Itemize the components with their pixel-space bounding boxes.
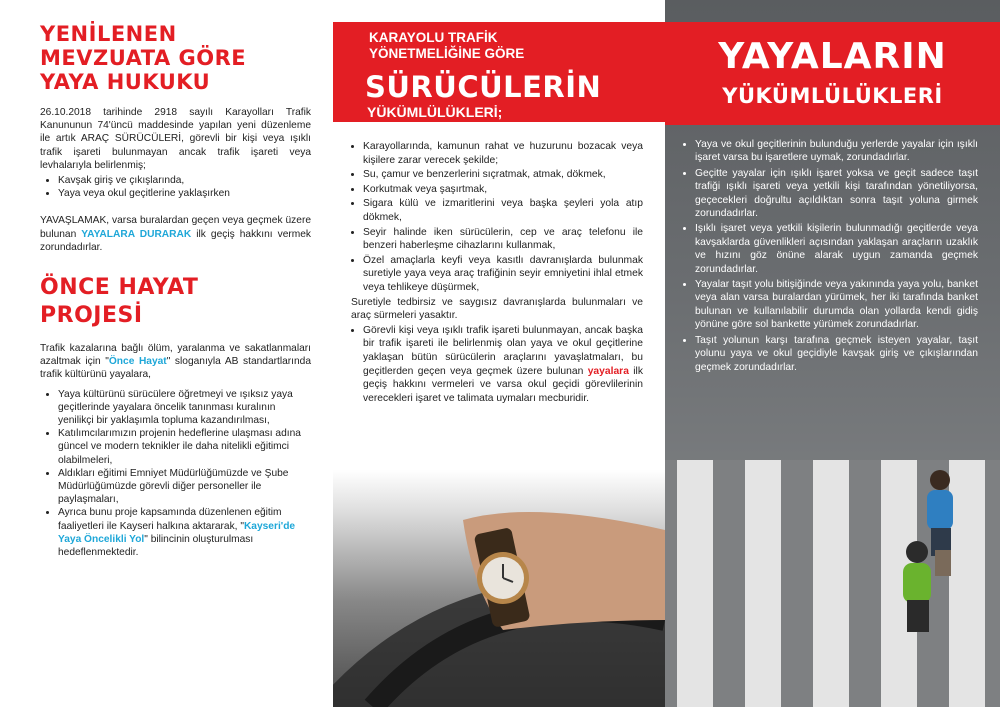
drivers-text [333, 140, 665, 406]
project-paragraph: Trafik kazalarına bağlı ölüm, yaralanma ve sakatlanmaları azaltmak için "Önce Hayat" sloganıyla AB standartlarında trafik kültürünü yayalara, [40, 343, 311, 381]
intro-paragraph: 26.10.2018 tarihinde 2918 sayılı Karayolları Trafik Kanununun 74'üncü maddesinde yapılan yeni düzenleme ile artık ARAÇ SÜRÜCÜLERİ, görevli bir kişi veya ışıklı trafik işareti bulunmayan ancak trafik işareti veya levhalarıyla belirlenmiş; [40, 107, 311, 171]
list-item: • Katılımcılarımızın projenin hedeflerine ulaşması adına güncel ve modern teknikler ile daha nitelikli eğitimci olabilmeleri, [58, 427, 311, 467]
drivers-banner [333, 22, 665, 122]
banner-title: YAYALARIN [718, 36, 947, 77]
steering-wheel-illustration [333, 470, 665, 707]
list-item: • Aldıkları eğitimi Emniyet Müdürlüğümüzde ve Şube Müdürlüğümüzde görevli diğer personeller ile paylaşmaları, [58, 467, 311, 507]
intersection-list [40, 174, 311, 200]
pedestrians-text [665, 138, 1000, 376]
crosswalk-photo [665, 460, 1000, 707]
heading-yaya-hukuku: YENİLENEN MEVZUATA GÖRE YAYA HUKUKU [40, 22, 247, 94]
banner-title-2: YÜKÜMLÜLÜKLERİ; [367, 104, 503, 120]
heading-once-hayat: ÖNCE HAYAT PROJESİ [40, 275, 199, 329]
prohibition-paragraph: Suretiyle tedbirsiz ve saygısız davranışlarda bulunmaları ve araç sürmeleri yasaktır. [351, 296, 643, 322]
list-item: • Yaya ve okul geçitlerinin bulunduğu yerlerde yayalar için ışıklı işaret varsa bu işaretlere uymak, zorundadırlar. [695, 138, 978, 165]
list-item: • Yayalar taşıt yolu bitişiğinde veya yakınında yaya yolu, banket veya alan varsa buralardan yürümek, her iki tarafında banket bulunan ve kullanılabilir durumda olan yollarda kendi gidiş yönüne göre sol bankette yürümek zorundadırlar. [695, 278, 978, 332]
drivers-list-2 [343, 324, 643, 406]
list-item: • Yaya kültürünü sürücülere öğretmeyi ve ışıksız yaya geçitlerinde yayalara öncelik tanınması kuralının yenilikçi bir yaklaşımla topluma kazandırılması, [58, 388, 311, 428]
list-item: • Seyir halinde iken sürücülerin, cep ve araç telefonu ile benzeri haberleşme cihazlarını kullanmak, [363, 226, 643, 253]
list-item: • Ayrıca bunu proje kapsamında düzenlenen eğitim faaliyetleri ile Kayseri halkına aktararak, "Kayseri'de Yaya Öncelikli Yol" bilincinin oluşturulması hedeflenmektedir. [58, 506, 311, 559]
yield-paragraph: YAVAŞLAMAK, varsa buralardan geçen veya geçmek üzere bulunan YAYALARA DURARAK ilk geçiş hakkını vermek zorundadırlar. [40, 215, 312, 253]
list-item: • Geçitte yayalar için ışıklı işaret yoksa ve geçit sadece taşıt trafiği ışıklı işareti veya yetkili kişi tarafından yönetiliyorsa, geçecekleri doğrultu açıldıktan sonra taşıt yoluna girmek zorundadırlar. [695, 167, 978, 221]
list-item: • Korkutmak veya şaşırtmak, [363, 183, 643, 197]
banner-subtitle: YÜKÜMLÜLÜKLERİ [722, 84, 943, 108]
list-item: • Yaya veya okul geçitlerine yaklaşırken [58, 187, 311, 200]
project-goals-list [40, 388, 311, 560]
pedestrians-illustration [665, 460, 1000, 707]
list-item: • Kavşak giriş ve çıkışlarında, [58, 174, 311, 187]
driver-hand-photo [333, 470, 665, 707]
drivers-list [343, 140, 643, 295]
pedestrians-list [677, 138, 978, 374]
middle-panel [333, 0, 665, 707]
list-item: • Özel amaçlarla keyfi veya kasıtlı davranışlarda bulunmak suretiyle yaya veya araç trafiğinin seyir emniyetini ihlal etmek veya tehlikeye düşürmek, [363, 254, 643, 295]
list-item: • Karayollarında, kamunun rahat ve huzurunu bozacak veya kişilere zarar verecek şekilde; [363, 140, 643, 167]
pedestrians-banner [665, 22, 1000, 125]
list-item: • Taşıt yolunun karşı tarafına geçmek isteyen yayalar, taşıt yolunu yaya ve okul geçidiyle kavşak giriş ve çıkışlarından geçmek zorundadırlar. [695, 334, 978, 374]
list-item: • Işıklı işaret veya yetkili kişilerin bulunmadığı geçitlerde veya kavşaklarda güvenlikleri açısından yaklaşan araçların uzaklık ve hızını göz önüne alarak uygun zamanda geçmek zorundadırlar. [695, 222, 978, 276]
list-item: • Su, çamur ve benzerlerini sıçratmak, atmak, dökmek, [363, 168, 643, 182]
list-item: • Sigara külü ve izmaritlerini veya başka şeyleri yola atıp dökmek, [363, 197, 643, 224]
banner-title: SÜRÜCÜLERİN [365, 70, 602, 104]
list-item: • Görevli kişi veya ışıklı trafik işareti bulunmayan, ancak başka bir trafik işareti ile belirlenmiş olan yaya ve okul geçitlerine yaklaşan bütün sürücülerin araçlarını yavaşlatmaları, bu geçitlerden geçen veya geçmek üzere bulunan yayalara ilk geçiş hakkını vermeleri ve varsa okul geçidi görevlilerinin verecekleri işaret ve talimata uymaları mecburidir. [363, 324, 643, 406]
right-panel [665, 0, 1000, 707]
banner-subtitle: KARAYOLU TRAFİK YÖNETMELİĞİNE GÖRE [369, 30, 525, 61]
left-panel [0, 0, 333, 707]
